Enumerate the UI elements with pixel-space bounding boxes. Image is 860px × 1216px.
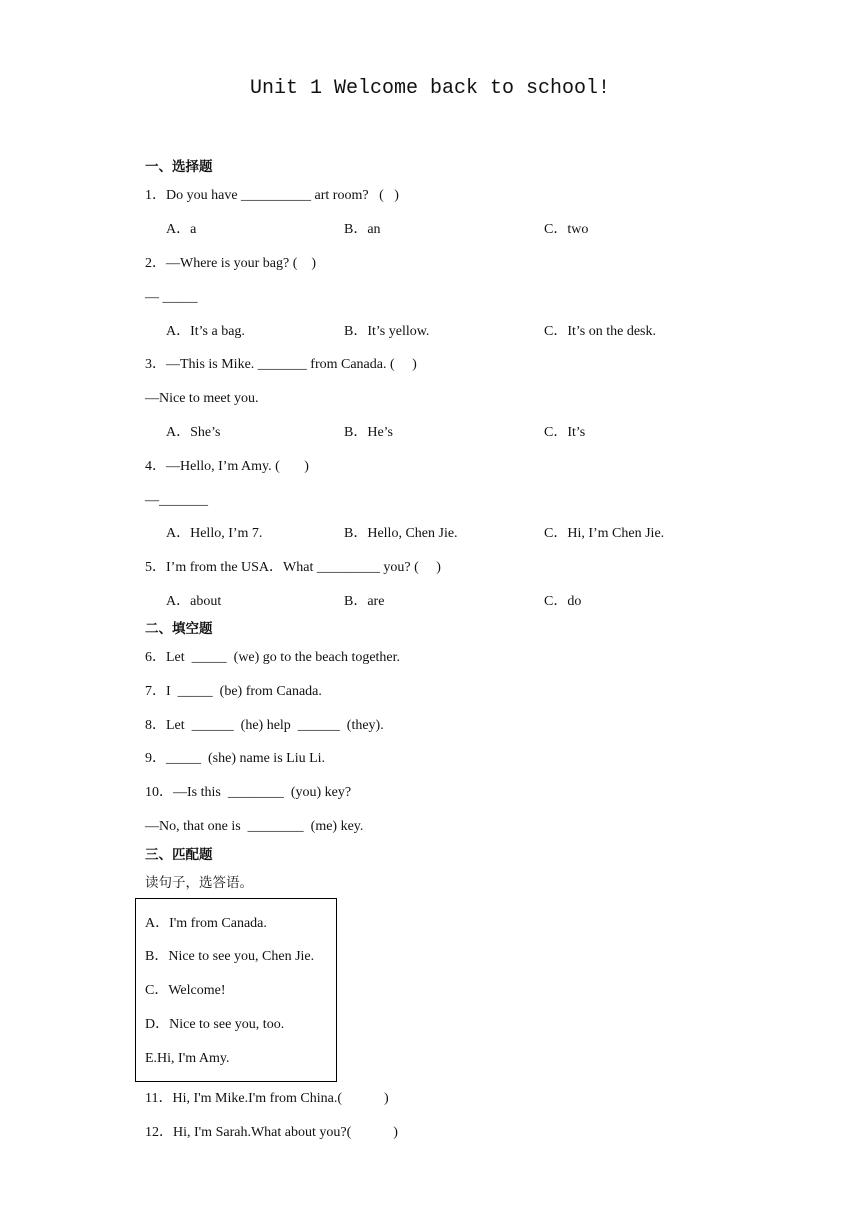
fill-question-10-reply: —No, that one is ________ (me) key.: [145, 819, 364, 834]
question-2-option-b: B．It’s yellow.: [344, 324, 430, 339]
question-3-answer-line: —Nice to meet you.: [145, 391, 259, 406]
question-1-option-b: B．an: [344, 222, 381, 237]
match-option-c: C．Welcome!: [145, 983, 226, 998]
question-5-option-c: C．do: [544, 594, 582, 609]
page-title: Unit 1 Welcome back to school!: [249, 77, 611, 100]
question-4-option-b: B．Hello, Chen Jie.: [344, 526, 458, 541]
question-5-stem: 5．I’m from the USA．What _________ you? ( ): [145, 560, 441, 575]
question-1-option-a: A．a: [166, 222, 197, 237]
question-2-option-a: A．It’s a bag.: [166, 324, 245, 339]
fill-question-6: 6．Let _____ (we) go to the beach together.: [145, 650, 401, 665]
question-3-stem: 3．—This is Mike. _______ from Canada. ( ): [145, 357, 417, 372]
question-5-option-a: A．about: [166, 594, 222, 609]
question-4-answer-line: —_______: [145, 493, 208, 508]
question-5-option-b: B．are: [344, 594, 385, 609]
question-2-option-c: C．It’s on the desk.: [544, 324, 656, 339]
fill-question-10: 10．—Is this ________ (you) key?: [145, 785, 352, 800]
question-3-option-b: B．He’s: [344, 425, 393, 440]
match-option-d: D．Nice to see you, too.: [145, 1017, 285, 1032]
question-2-answer-line: — _____: [145, 290, 198, 305]
question-3-option-c: C．It’s: [544, 425, 586, 440]
fill-question-7: 7．I _____ (be) from Canada.: [145, 684, 322, 699]
question-1-option-c: C．two: [544, 222, 589, 237]
fill-question-9: 9．_____ (she) name is Liu Li.: [145, 751, 326, 766]
match-option-b: B．Nice to see you, Chen Jie.: [145, 949, 315, 964]
match-option-e: E.Hi, I'm Amy.: [145, 1051, 230, 1066]
section-heading-match: 三、匹配题: [145, 847, 213, 863]
question-4-option-c: C．Hi, I’m Chen Jie.: [544, 526, 665, 541]
match-option-a: A．I'm from Canada.: [145, 916, 267, 931]
question-2-stem: 2．—Where is your bag? ( ): [145, 256, 317, 271]
match-instruction: 读句子，选答语。: [145, 875, 253, 891]
match-question-12: 12．Hi, I'm Sarah.What about you?( ): [145, 1125, 398, 1140]
match-question-11: 11．Hi, I'm Mike.I'm from China.( ): [145, 1091, 389, 1106]
question-3-option-a: A．She’s: [166, 425, 221, 440]
section-heading-fill: 二、填空题: [145, 621, 213, 637]
question-4-stem: 4．—Hello, I’m Amy. ( ): [145, 459, 309, 474]
fill-question-8: 8．Let ______ (he) help ______ (they).: [145, 718, 384, 733]
question-1-stem: 1．Do you have __________ art room? ( ): [145, 188, 399, 203]
question-4-option-a: A．Hello, I’m 7.: [166, 526, 263, 541]
section-heading-choice: 一、选择题: [145, 159, 213, 175]
